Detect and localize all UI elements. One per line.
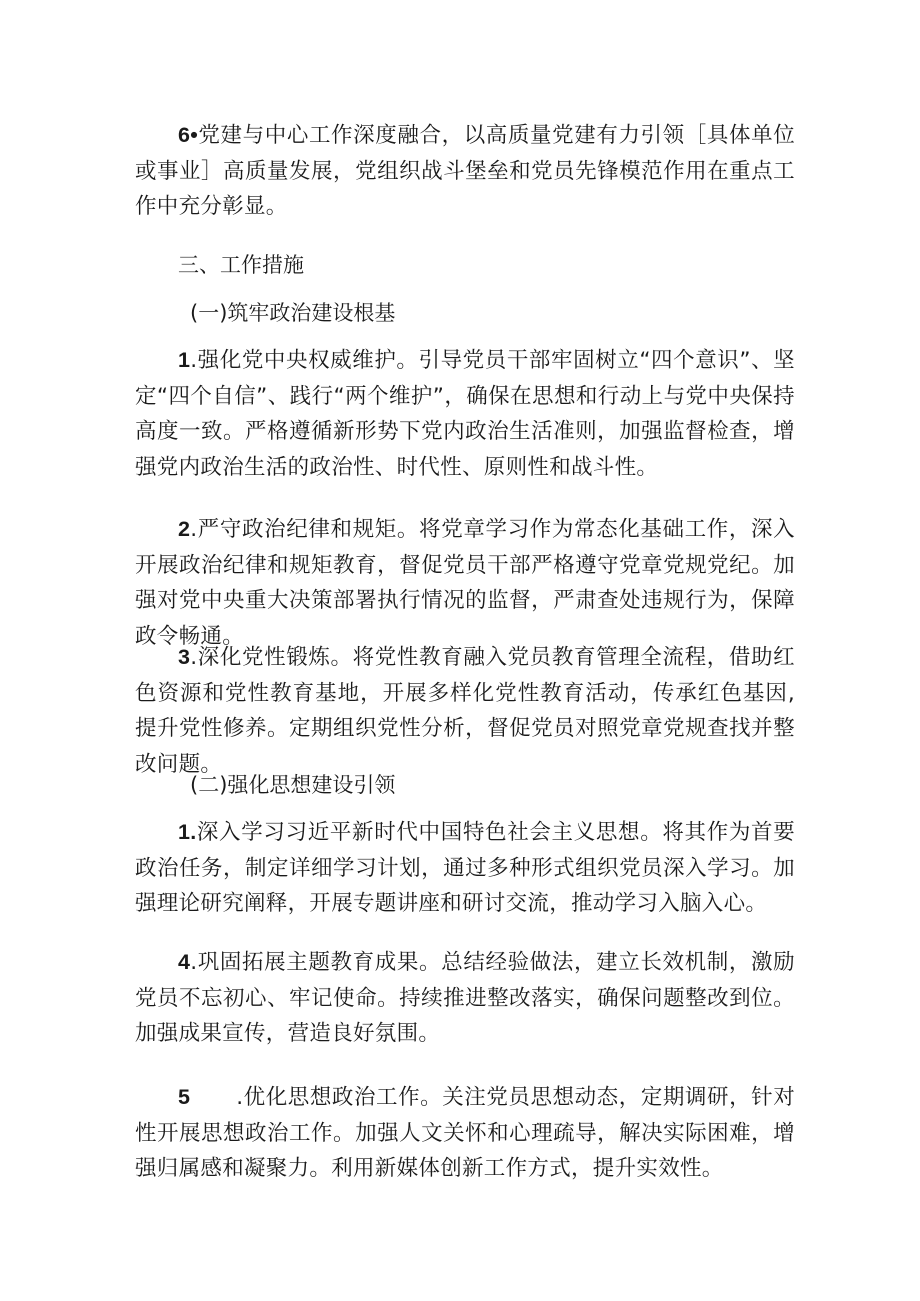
paragraph-text: .严守政治纪律和规矩。将党章学习作为常态化基础工作，深入开展政治纪律和规矩教育，督促党员干部严格遵守党章党规党纪。加强对党中央重大决策部署执行情况的监督，严肃查处违规行为，保障政令畅通。 [135, 517, 795, 649]
section-heading-measures: 三、工作措施 [178, 253, 304, 277]
paragraph-text: .巩固拓展主题教育成果。总结经验做法，建立长效机制，激励党员不忘初心、牢记使命。持续推进整改落实，确保问题整改到位。加强成果宣传，营造良好氛围。 [135, 950, 795, 1046]
paragraph-6 [135, 118, 795, 225]
subsection-heading-political: (一)筑牢政治建设根基 [190, 301, 396, 325]
paragraph-1-study [135, 815, 795, 922]
paragraph-text: .深化党性锻炼。将党性教育融入党员教育管理全流程，借助红色资源和党性教育基地，开展多样化党性教育活动，传承红色基因,提升党性修养。定期组织党性分析，督促党员对照党章党规查找并整改问题。 [135, 645, 795, 777]
item-number: 5 [178, 1085, 191, 1109]
paragraph-text: .优化思想政治工作。关注党员思想动态，定期调研，针对性开展思想政治工作。加强人文关怀和心理疏导，解决实际困难，增强归属感和凝聚力。利用新媒体创新工作方式，提升实效性。 [135, 1085, 795, 1181]
item-number: 4 [178, 950, 191, 974]
item-number: 1. [178, 820, 197, 844]
paragraph-5-ideological-work [135, 1080, 795, 1187]
subsection-heading-ideology: (二)强化思想建设引领 [190, 773, 396, 797]
paragraph-1-political [135, 343, 795, 485]
paragraph-text: 党建与中心工作深度融合，以高质量党建有力引领［具体单位或事业］高质量发展，党组织战斗堡垒和党员先锋模范作用在重点工作中充分彰显。 [135, 123, 795, 219]
paragraph-2-discipline [135, 512, 795, 654]
paragraph-3-party-spirit [135, 640, 795, 782]
item-number: 6• [178, 123, 199, 147]
paragraph-4-education [135, 945, 795, 1052]
item-number: 3 [178, 645, 191, 669]
item-number: 2 [178, 517, 191, 541]
paragraph-text: 深入学习习近平新时代中国特色社会主义思想。将其作为首要政治任务，制定详细学习计划，通过多种形式组织党员深入学习。加强理论研究阐释，开展专题讲座和研讨交流，推动学习入脑入心。 [135, 820, 795, 916]
item-number: 1 [178, 348, 191, 372]
paragraph-text: .强化党中央权威维护。引导党员干部牢固树立“四个意识”、坚定“四个自信”、践行“两个维护”，确保在思想和行动上与党中央保持高度一致。严格遵循新形势下党内政治生活准则，加强监督检查，增强党内政治生活的政治性、时代性、原则性和战斗性。 [135, 348, 795, 480]
